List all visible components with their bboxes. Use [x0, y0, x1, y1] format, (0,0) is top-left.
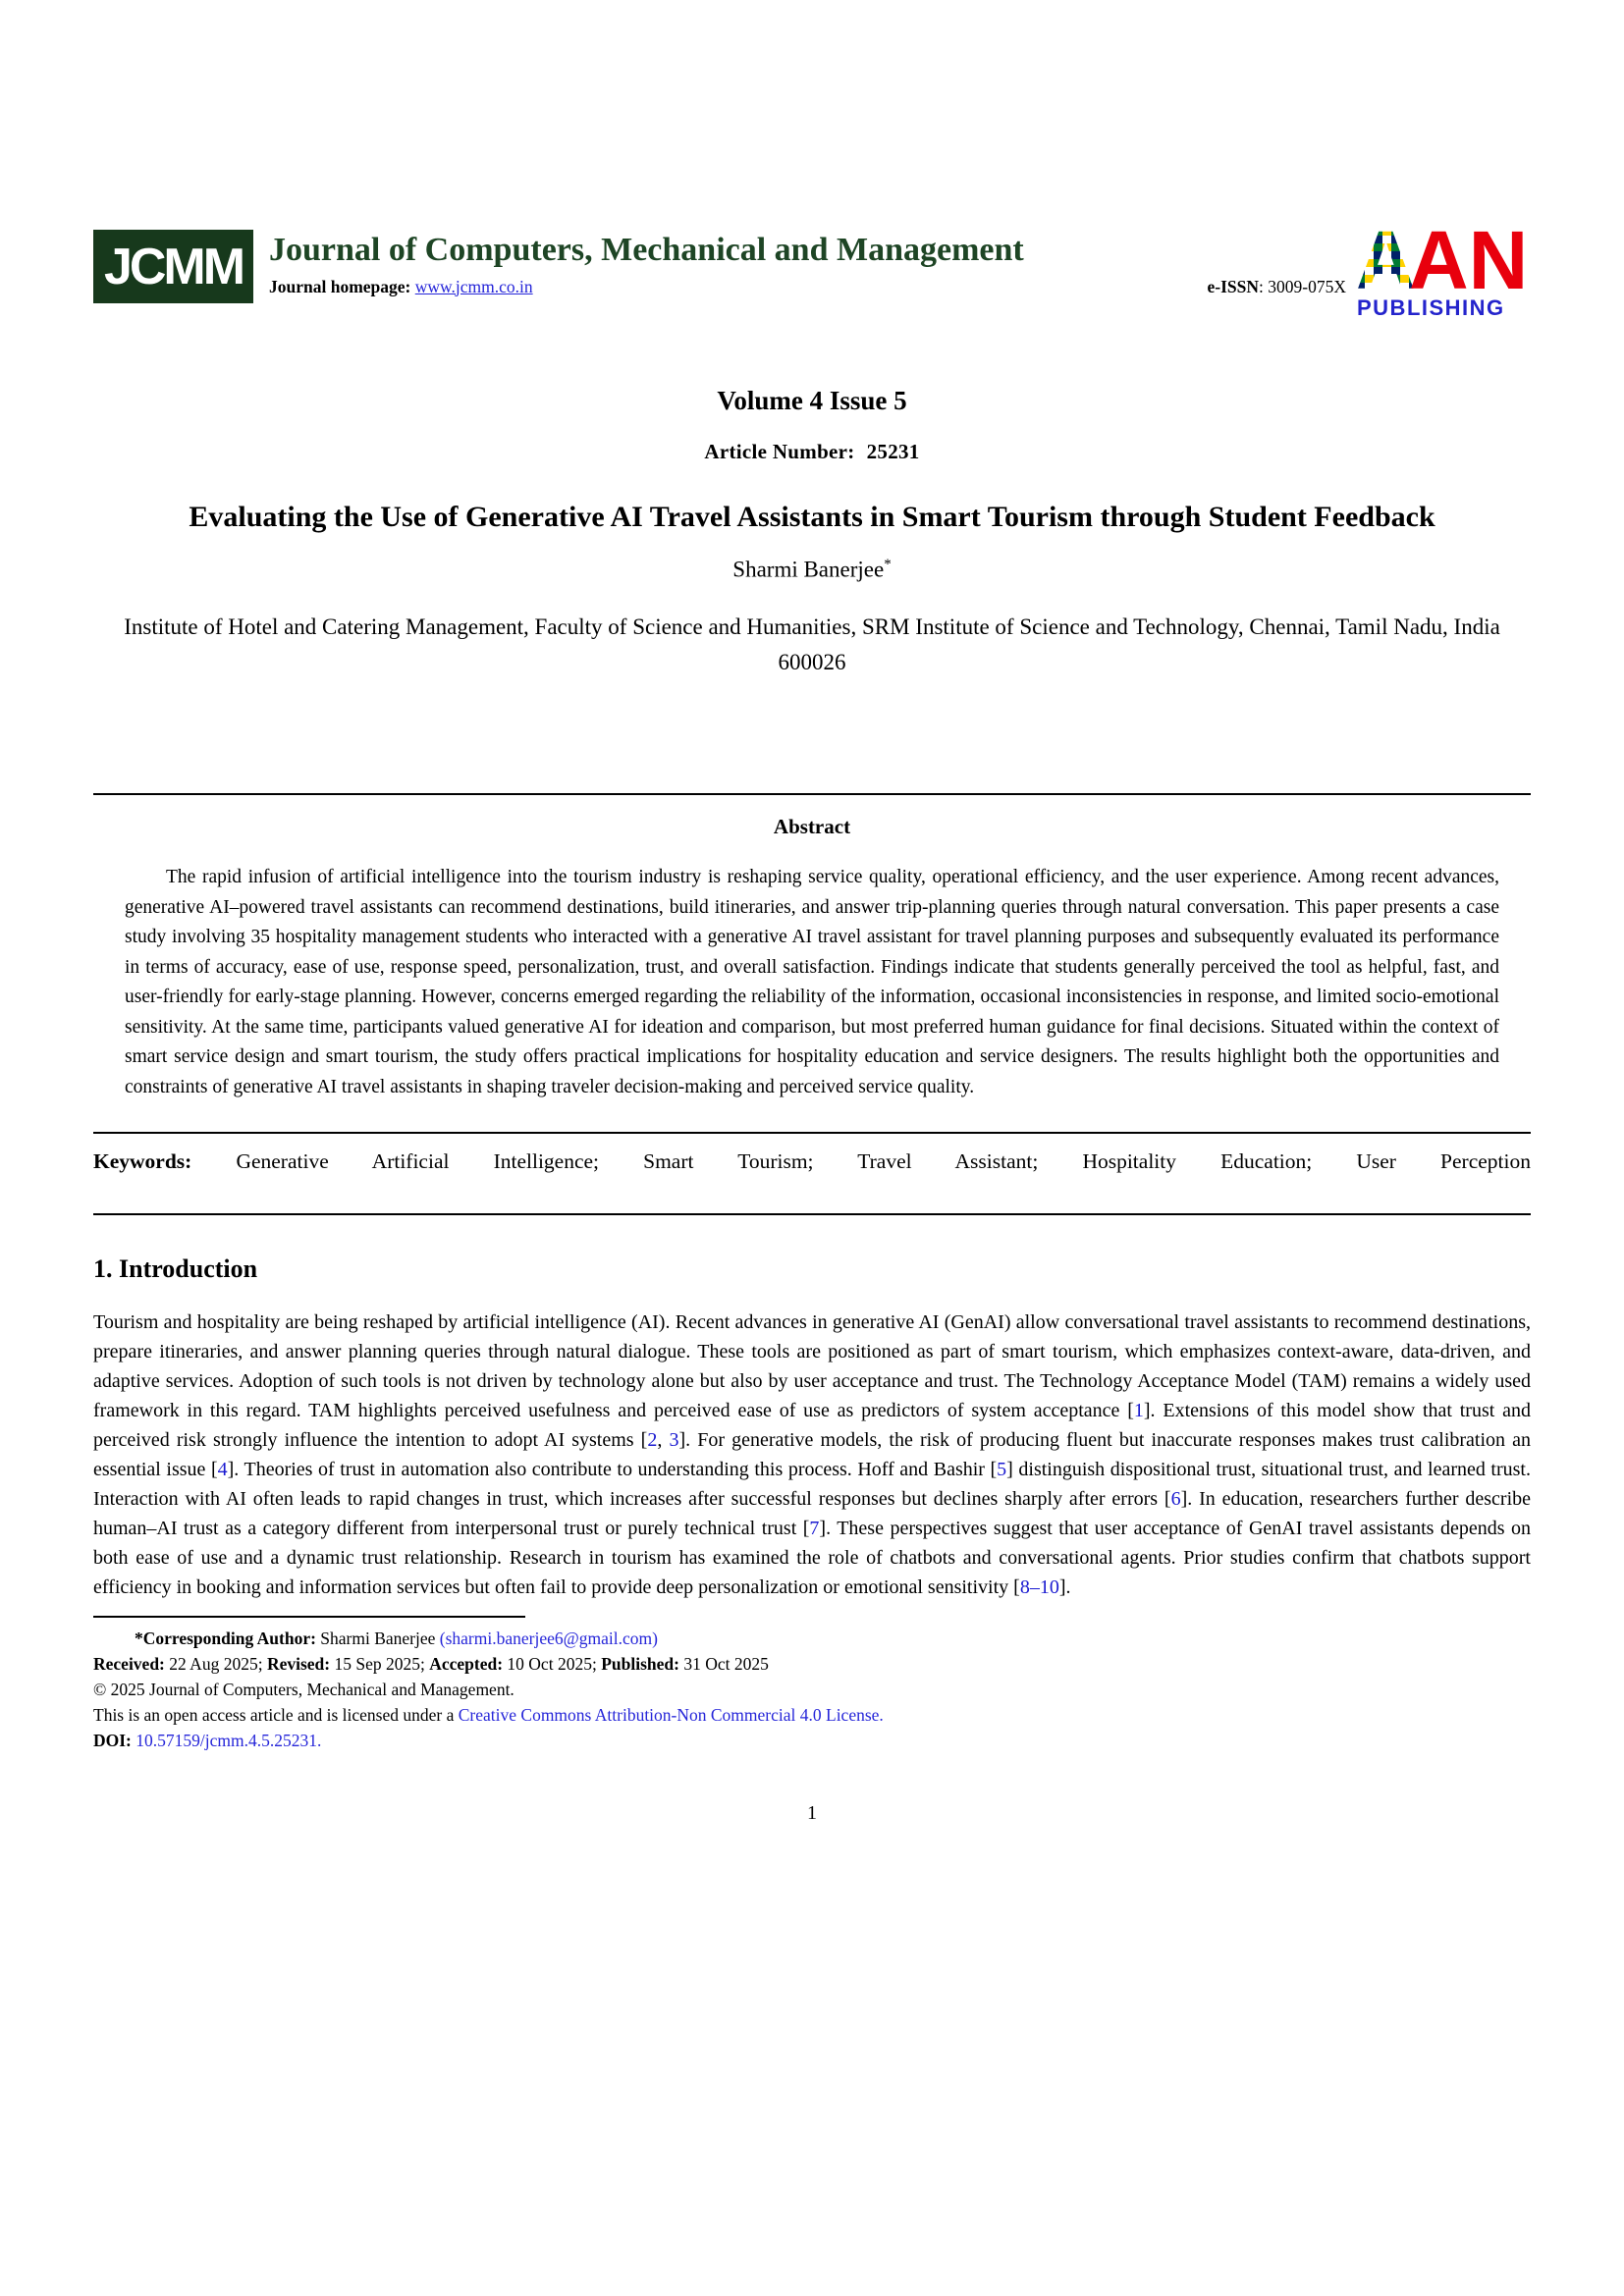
bold-label: Keywords: — [93, 1149, 237, 1174]
journal-title: Journal of Computers, Mechanical and Management — [269, 232, 1024, 268]
doi-line — [93, 1728, 1531, 1753]
journal-homepage — [269, 277, 533, 297]
journal-header-subrow — [269, 277, 1356, 297]
license-line — [93, 1702, 1531, 1728]
journal-header — [93, 220, 1531, 325]
text-segment: Generative Artificial Intelligence; Smart Tourism; Travel Assistant; Hospitality Education; User Perception — [236, 1149, 1531, 1174]
introduction-heading: 1. Introduction — [93, 1255, 258, 1284]
citation-link[interactable]: 3 — [669, 1429, 679, 1452]
keywords-line — [93, 1132, 1531, 1215]
footnote-block — [93, 1626, 1531, 1753]
footnote-rule — [93, 1616, 525, 1618]
text-segment: Tourism and hospitality are being reshaped by artificial intelligence (AI). Recent advances in generative AI (GenAI) allow conversational travel assistants to recommend destinations, prepare itineraries, and answer planning queries through natural dialogue. These tools are positioned as part of smart tourism, which emphasizes context-aware, data-driven, and adaptive services. Adoption of such tools is not driven by technology alone but also by user acceptance and trust. The Technology Acceptance Model (TAM) remains a widely used framework in this regard. TAM highlights perceived usefulness and perceived ease of use as predictors of system acceptance [ — [93, 1311, 1531, 1422]
text-segment: This is an open access article and is licensed under a — [93, 1705, 459, 1726]
eissn-label: e-ISSN — [1207, 276, 1260, 296]
text-segment: ]. Theories of trust in automation also contribute to understanding this process. Hoff and Bashir [ — [227, 1459, 998, 1481]
text-segment: ]. For generative models, the risk of producing fluent but inaccurate responses makes trust calibration an essential issue [ — [93, 1429, 1532, 1481]
text-segment: 22 Aug 2025; — [164, 1654, 267, 1675]
citation-link[interactable]: 2 — [647, 1429, 658, 1452]
aan-logo-publishing-text: PUBLISHING — [1357, 295, 1505, 320]
dates-line — [93, 1651, 1531, 1677]
text-segment: ]. These perspectives suggest that user acceptance of GenAI travel assistants depends on both ease of use and a dynamic trust relationship. Research in tourism has examined the role of chatbots and conversational agents. Prior studies confirm that chatbots support efficiency in booking and information services but often fail to provide deep personalization or emotional sensitivity [ — [93, 1518, 1531, 1599]
author-name-text: Sharmi Banerjee — [732, 557, 885, 582]
corresponding-author-mark: * — [884, 556, 892, 572]
aan-logo-letters-an: AN — [1409, 220, 1529, 306]
citation-link[interactable]: 6 — [1170, 1488, 1181, 1511]
abstract-top-rule — [93, 793, 1531, 795]
bold-label: Revised: — [266, 1654, 331, 1675]
journal-homepage-label: Journal homepage: — [269, 276, 411, 296]
bold-label: DOI: — [93, 1731, 132, 1751]
citation-link[interactable]: 1 — [1133, 1400, 1144, 1422]
bold-label: Published: — [601, 1654, 679, 1675]
inline-link[interactable]: Creative Commons Attribution-Non Commercial 4.0 License. — [458, 1705, 884, 1726]
bold-label: *Corresponding Author: — [135, 1629, 316, 1649]
journal-header-center — [253, 230, 1356, 297]
citation-link[interactable]: 8–10 — [1019, 1576, 1059, 1599]
abstract-heading: Abstract — [773, 815, 851, 839]
volume-issue: Volume 4 Issue 5 — [717, 386, 907, 415]
citation-link[interactable]: 4 — [217, 1459, 228, 1481]
aan-logo-flag-a: A — [1356, 220, 1416, 306]
text-segment: Sharmi Banerjee — [315, 1629, 440, 1649]
abstract-text: The rapid infusion of artificial intelligence into the tourism industry is reshaping service quality, operational efficiency, and the user experience. Among recent advances, generative AI–powered travel assistants can recommend destinations, build itineraries, and answer trip-planning queries through natural conversation. This paper presents a case study involving 35 hospitality management students who interacted with a generative AI travel assistant for travel planning purposes and subsequently evaluated its performance in terms of accuracy, ease of use, response speed, personalization, trust, and overall satisfaction. Findings indicate that students generally perceived the tool as helpful, fast, and user-friendly for early-stage planning. However, concerns emerged regarding the reliability of the information, occasional inconsistencies in response, and limited socio-emotional sensitivity. At the same time, participants valued generative AI for ideation and comparison, but most preferred human guidance for final decisions. Situated within the context of smart service design and smart tourism, the study offers practical implications for hospitality education and service designers. The results highlight both the opportunities and constraints of generative AI travel assistants in shaping traveler decision-making and perceived service quality. — [125, 867, 1499, 1097]
eissn-value: : 3009-075X — [1259, 276, 1346, 296]
author-name — [93, 557, 1531, 583]
article-number — [93, 440, 1531, 464]
text-segment: 10 Oct 2025; — [503, 1654, 602, 1675]
text-segment: ] distinguish dispositional trust, situational trust, and learned trust. Interaction with AI often leads to rapid changes in trust, which increases after successful responses but declines sharply after errors [ — [93, 1459, 1531, 1511]
aan-publishing-logo-art — [1356, 220, 1531, 320]
article-number-value: 25231 — [866, 440, 920, 463]
article-number-label: Article Number: — [704, 440, 855, 463]
inline-link[interactable]: 10.57159/jcmm.4.5.25231. — [135, 1731, 322, 1751]
journal-eissn — [1208, 277, 1346, 297]
inline-link[interactable]: (sharmi.banerjee6@gmail.com) — [439, 1629, 658, 1649]
homepage-link[interactable]: www.jcmm.co.in — [414, 276, 533, 296]
jcmm-logo-text: JCMM — [103, 238, 244, 295]
bold-label: Received: — [93, 1654, 165, 1675]
paper-title: Evaluating the Use of Generative AI Travel Assistants in Smart Tourism through Student Feedback — [189, 501, 1435, 533]
aan-publishing-logo — [1356, 220, 1531, 325]
text-segment: 31 Oct 2025 — [678, 1654, 769, 1675]
page-number: 1 — [807, 1802, 817, 1825]
bold-label: Accepted: — [429, 1654, 504, 1675]
text-segment: ]. In education, researchers further describe human–AI trust as a category different from interpersonal trust or purely technical trust [ — [93, 1488, 1532, 1540]
text-segment: ]. Extensions of this model show that trust and perceived risk strongly influence the intention to adopt AI systems [ — [93, 1400, 1531, 1452]
corresponding-author-line — [93, 1626, 1531, 1651]
jcmm-logo — [93, 230, 253, 303]
citation-link[interactable]: 5 — [997, 1459, 1007, 1481]
citation-link[interactable]: 7 — [809, 1518, 820, 1540]
copyright-line — [93, 1677, 1531, 1702]
text-segment: ]. — [1058, 1576, 1071, 1599]
text-segment: 15 Sep 2025; — [330, 1654, 430, 1675]
text-segment: , — [657, 1429, 670, 1452]
author-affiliation: Institute of Hotel and Catering Management, Faculty of Science and Humanities, SRM Institute of Science and Technology, Chennai, Tamil Nadu, India 600026 — [124, 614, 1500, 674]
introduction-paragraph — [93, 1308, 1531, 1602]
text-segment: © 2025 Journal of Computers, Mechanical and Management. — [93, 1680, 514, 1700]
